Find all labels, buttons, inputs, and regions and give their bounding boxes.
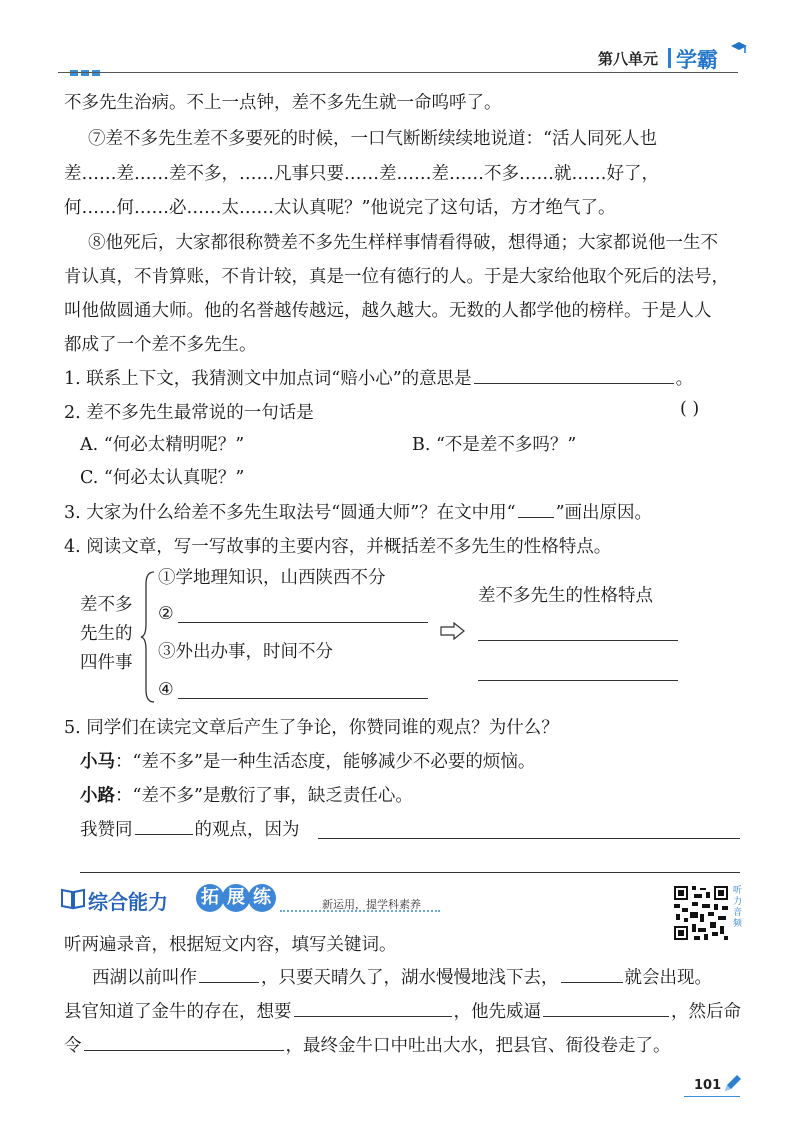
arrow-right-icon — [440, 622, 466, 640]
reason-blank-1[interactable] — [318, 838, 740, 839]
fill-line-2: 县官知道了金牛的存在，想要 ，他先威逼 ，然后命 — [64, 1002, 741, 1022]
question-2: 2. 差不多先生最常说的一句话是 — [64, 403, 314, 423]
paragraph-6-tail: 不多先生治病。不上一点钟，差不多先生就一命呜呼了。 — [64, 93, 502, 113]
section-badge-char-1: 拓 — [196, 884, 224, 912]
brand-logo: 学霸 — [676, 48, 718, 72]
header-decoration — [70, 61, 103, 80]
paragraph-8-line-4: 都成了一个差不多先生。 — [64, 335, 257, 355]
book-icon — [60, 886, 86, 910]
brace-icon — [140, 570, 156, 704]
opinion-xiaolu: 小路：“差不多”是敷衍了事，缺乏责任心。 — [80, 786, 413, 806]
question-5: 5. 同学们在读完文章后产生了争论，你赞同谁的观点？为什么？ — [64, 718, 559, 738]
header-divider — [668, 48, 671, 68]
paragraph-7-line-2: 差……差……差不多，……凡事只要……差……差……不多……就……好了， — [64, 164, 659, 184]
unit-title: 第八单元 — [598, 50, 659, 68]
paragraph-7-line-1: ⑦差不多先生差不多要死的时候，一口气断断续续地说道：“活人同死人也 — [88, 129, 657, 149]
pencil-icon — [722, 1074, 742, 1094]
event-2-blank[interactable] — [178, 622, 428, 623]
fill-blank-4[interactable] — [543, 1002, 669, 1017]
option-b[interactable]: B. “不是差不多吗？” — [412, 435, 577, 455]
agree-name-blank[interactable] — [135, 820, 193, 835]
section-dotted-rule — [280, 910, 440, 912]
paragraph-8-line-1: ⑧他死后，大家都很称赞差不多先生样样事情看得破，想得通；大家都说他一生不 — [88, 233, 718, 253]
page-number: 101 — [694, 1078, 722, 1093]
paragraph-8-line-3: 叫他做圆通大师。他的名誉越传越远，越久越大。无数的人都学他的榜样。于是人人 — [64, 301, 712, 321]
answer-paren-q2[interactable]: ( ) — [680, 399, 700, 419]
event-3: ③外出办事，时间不分 — [158, 642, 333, 662]
qr-code-icon[interactable] — [672, 884, 730, 942]
question-3: 3. 大家为什么给差不多先生取法号“圆通大师”？在文中用“ ”画出原因。 — [64, 503, 653, 523]
question-1: 1. 联系上下文，我猜测文中加点词“赔小心”的意思是 。 — [64, 369, 694, 389]
event-4-label: ④ — [158, 680, 174, 700]
graduation-cap-icon — [730, 40, 748, 56]
brace-label-line-3: 四件事 — [80, 653, 133, 673]
listening-instruction: 听两遍录音，根据短文内容，填写关键词。 — [64, 935, 397, 955]
opinion-xiaoma: 小马：“差不多”是一种生活态度，能够减少不必要的烦恼。 — [80, 752, 536, 772]
event-4-blank[interactable] — [178, 698, 428, 699]
section-title: 综合能力 — [88, 890, 168, 914]
event-2-label: ② — [158, 604, 174, 624]
fill-blank-2[interactable] — [561, 968, 623, 983]
paragraph-8-line-2: 肯认真，不肯算账，不肯计较，真是一位有德行的人。于是大家给他取个死后的法号， — [64, 267, 729, 287]
header-rule — [58, 72, 738, 73]
option-a[interactable]: A. “何必太精明呢？” — [80, 435, 245, 455]
paragraph-7-line-3: 何……何……必……太……太认真呢？”他说完了这句话，方才绝气了。 — [64, 198, 616, 218]
section-badge-char-3: 练 — [248, 884, 276, 912]
fill-blank-3[interactable] — [294, 1002, 452, 1017]
traits-label: 差不多先生的性格特点 — [478, 586, 653, 606]
traits-blank-1[interactable] — [478, 640, 678, 641]
underline-mark — [518, 503, 554, 518]
brace-label-line-2: 先生的 — [80, 624, 133, 644]
event-1: ①学地理知识，山西陕西不分 — [158, 568, 386, 588]
fill-blank-1[interactable] — [199, 968, 259, 983]
option-c[interactable]: C. “何必太认真呢？” — [80, 468, 245, 488]
fill-line-1: 西湖以前叫作 ，只要天晴久了，湖水慢慢地浅下去， 就会出现。 — [92, 968, 712, 988]
fill-blank-5[interactable] — [84, 1036, 284, 1051]
fill-line-3: 令 ，最终金牛口中吐出大水，把县官、衙役卷走了。 — [64, 1036, 671, 1056]
footer-rule — [684, 1096, 740, 1097]
section-subtitle: 新运用，提学科素养 — [322, 898, 421, 911]
audio-label: 听力音频 — [733, 886, 743, 929]
brace-label-line-1: 差不多 — [80, 595, 133, 615]
agree-sentence: 我赞同 的观点，因为 — [80, 820, 300, 840]
reason-blank-2[interactable] — [80, 872, 740, 873]
question-4: 4. 阅读文章，写一写故事的主要内容，并概括差不多先生的性格特点。 — [64, 537, 612, 557]
section-badge-char-2: 展 — [222, 884, 250, 912]
traits-blank-2[interactable] — [478, 680, 678, 681]
answer-blank-q1[interactable] — [474, 369, 674, 384]
